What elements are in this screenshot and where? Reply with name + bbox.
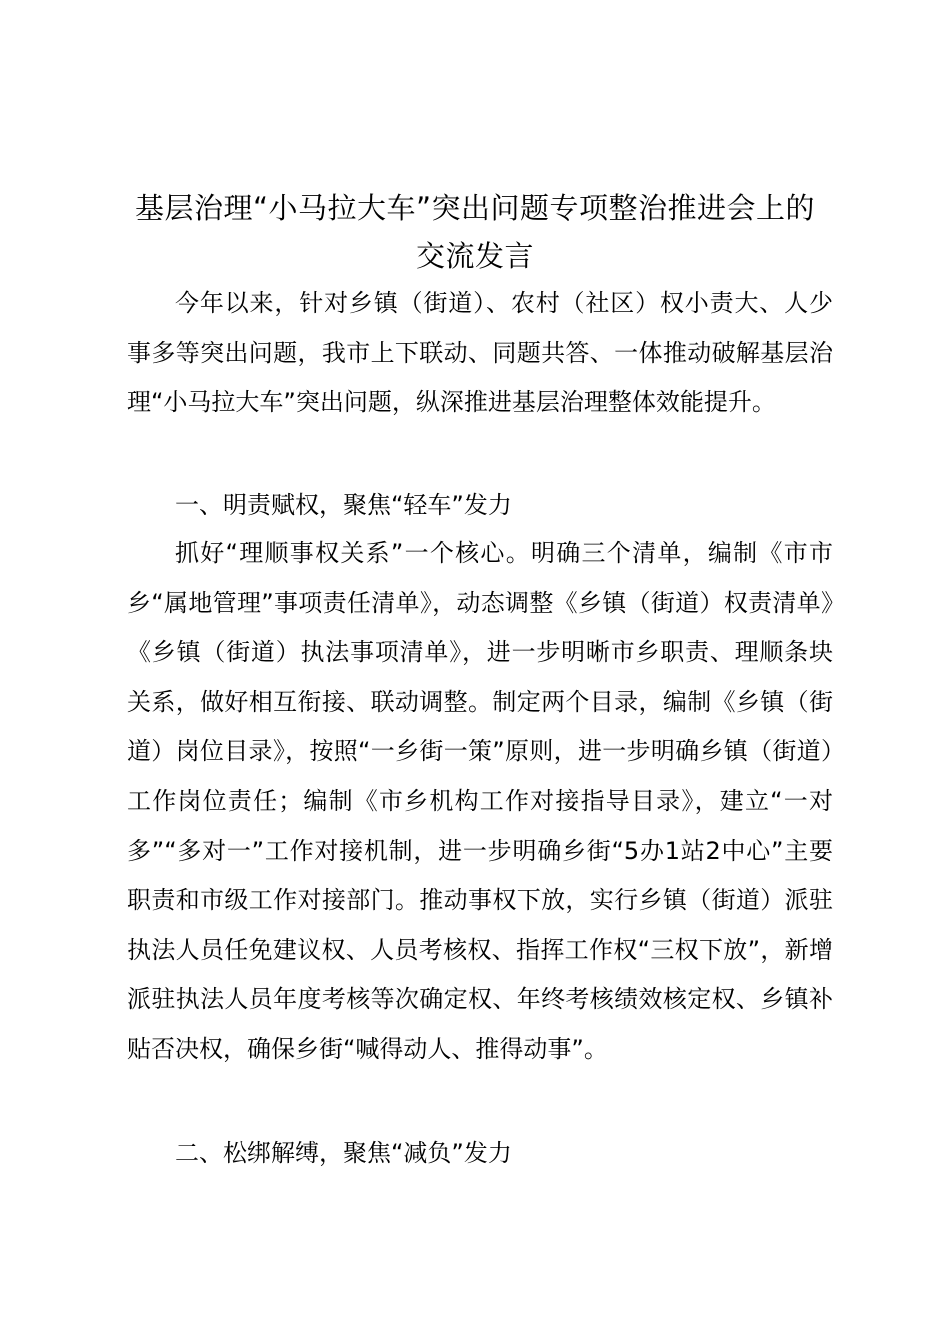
intro-paragraph: 今年以来，针对乡镇（街道）、农村（社区）权小责大、人少事多等突出问题，我市上下联动、同题共答、一体推动破解基层治理“小马拉大车”突出问题，纵深推进基层治理整体效能提升。 [127,289,833,417]
title-line-1: 基层治理“小马拉大车”突出问题专项整治推进会上的 [134,191,816,225]
section-1-paragraph: 抓好“理顺事权关系”一个核心。明确三个清单，编制《市市乡“属地管理”事项责任清单》，动态调整《乡镇（街道）权责清单》《乡镇（街道）执法事项清单》，进一步明晰市乡职责、理顺条块关系，做好相互衔接、联动调整。制定两个目录，编制《乡镇（街道）岗位目录》，按照“一乡街一策”原则，进一步明确乡镇（街道）工作岗位责任；编制《市乡机构工作对接指导目录》，建立“一对多”“多对一”工作对接机制，进一步明确乡街“5办1站2中心”主要职责和市级工作对接部门。推动事权下放，实行乡镇（街道）派驻执法人员任免建议权、人员考核权、指挥工作权“三权下放”，新增派驻执法人员年度考核等次确定权、年终考核绩效核定权、乡镇补贴否决权，确保乡街“喊得动人、推得动事”。 [127,539,833,1063]
document-title [120,184,830,280]
title-line-2: 交流发言 [415,239,534,273]
section-1-heading: 一、明责赋权，聚焦“轻车”发力 [175,491,512,519]
section-2-heading: 二、松绑解缚，聚焦“减负”发力 [175,1139,512,1167]
